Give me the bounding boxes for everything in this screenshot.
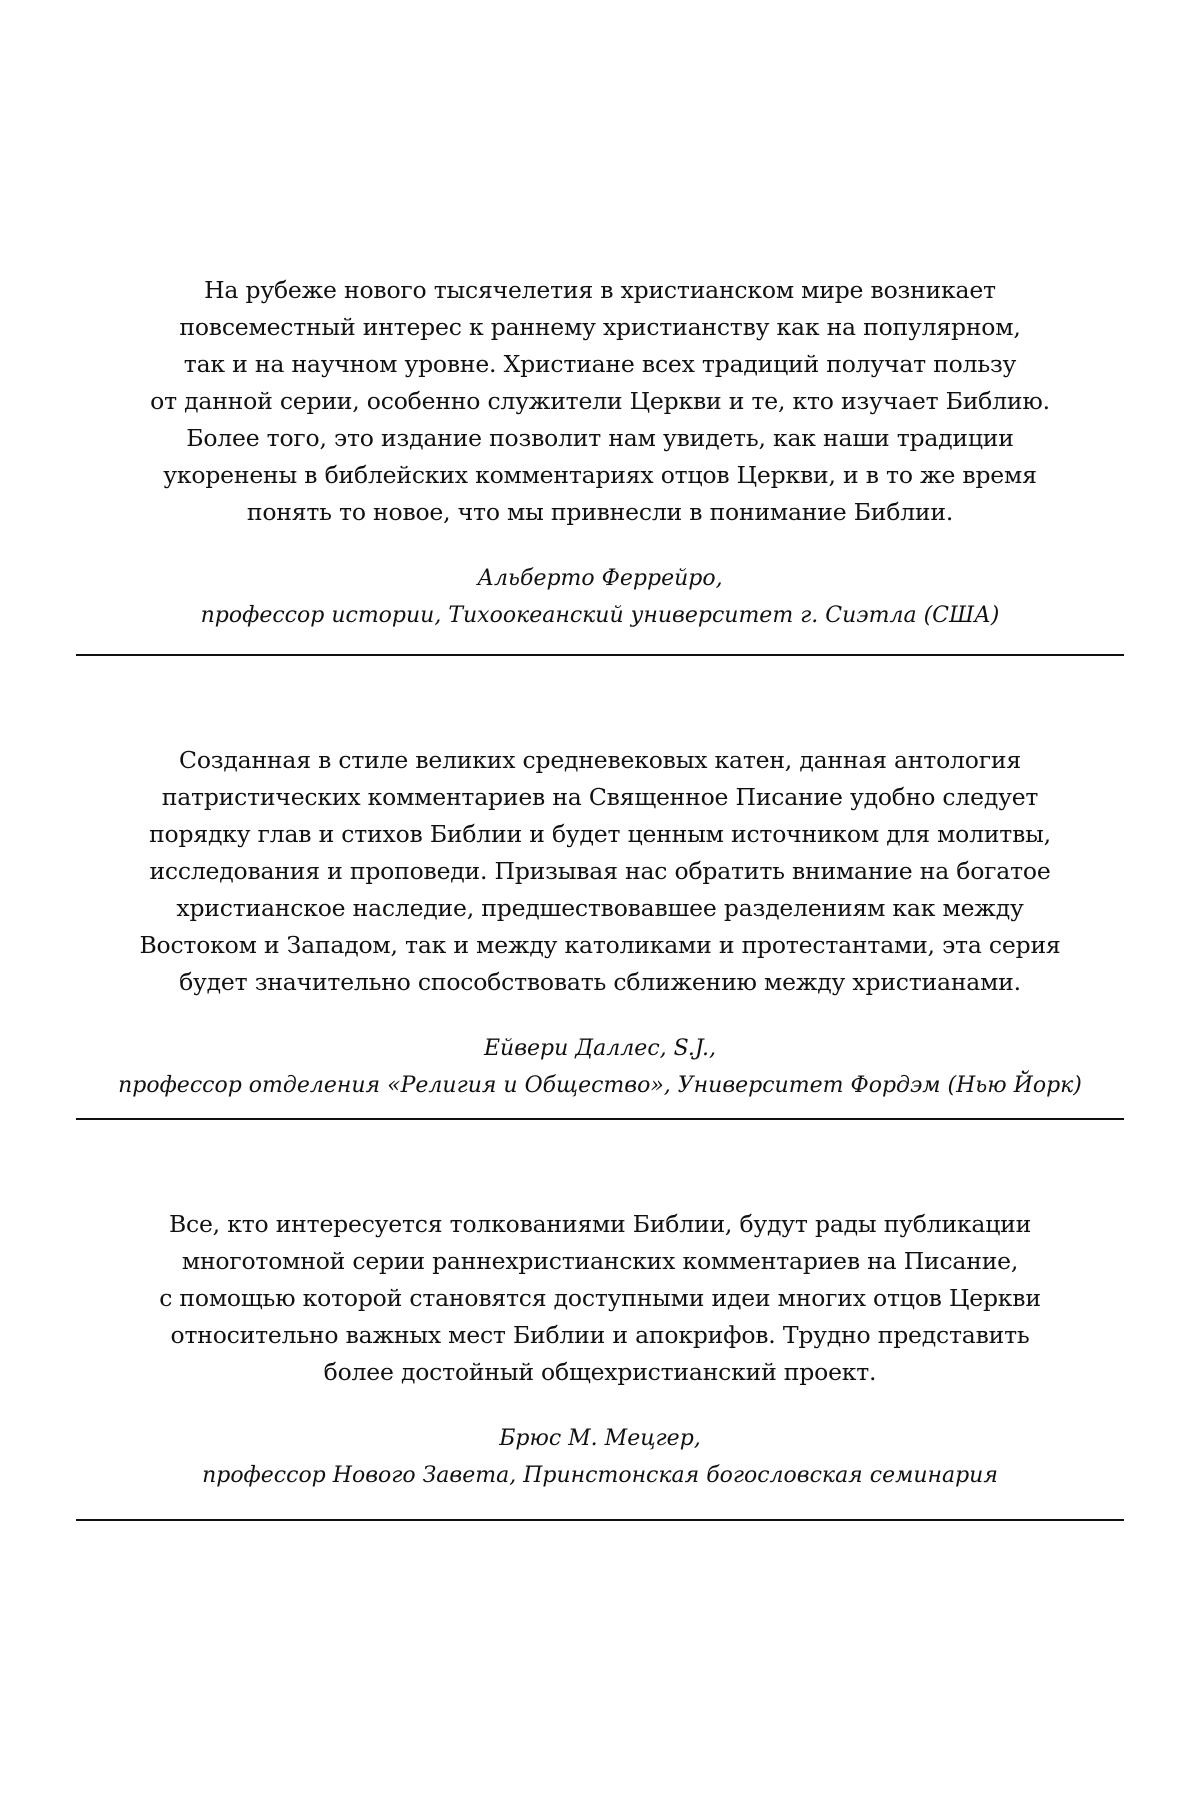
quote-line: укоренены в библейских комментариях отцов Церкви, и в то же время [163, 461, 1037, 489]
author-title: профессор отделения «Религия и Общество», Университет Фордэм (Нью Йорк) [118, 1073, 1082, 1098]
quote-line: более достойный общехристианский проект. [323, 1358, 877, 1386]
endorsement-quote [76, 1206, 1124, 1391]
quote-line: Все, кто интересуется толкованиями Библии, будут рады публикации [168, 1210, 1032, 1238]
endorsement-quote [76, 272, 1124, 531]
divider [76, 1519, 1124, 1521]
author-title: профессор истории, Тихоокеанский университет г. Сиэтла (США) [200, 603, 1000, 628]
quote-line: будет значительно способствовать сближению между христианами. [179, 968, 1021, 996]
quote-line: повсеместный интерес к раннему христианству как на популярном, [179, 313, 1021, 341]
quote-line: Более того, это издание позволит нам увидеть, как наши традиции [186, 424, 1014, 452]
quote-line: христианское наследие, предшествовавшее разделениям как между [176, 894, 1024, 922]
quote-line: так и на научном уровне. Христиане всех традиций получат пользу [183, 350, 1017, 378]
quote-line: исследования и проповеди. Призывая нас обратить внимание на богатое [149, 857, 1051, 885]
quote-line: порядку глав и стихов Библии и будет ценным источником для молитвы, [149, 820, 1051, 848]
quote-line: относительно важных мест Библии и апокрифов. Трудно представить [170, 1321, 1030, 1349]
quote-line: Созданная в стиле великих средневековых катен, данная антология [179, 746, 1021, 774]
endorsement-attribution [76, 1420, 1124, 1494]
author-title: профессор Нового Завета, Принстонская богословская семинария [202, 1463, 998, 1488]
endorsement-attribution [76, 1030, 1124, 1104]
endorsement-ferreiro [76, 272, 1124, 634]
author-name: Альберто Феррейро, [477, 566, 723, 591]
author-name: Ейвери Даллес, S.J., [483, 1036, 717, 1061]
quote-line: Востоком и Западом, так и между католиками и протестантами, эта серия [139, 931, 1061, 959]
quote-line: от данной серии, особенно служители Церкви и те, кто изучает Библию. [150, 387, 1050, 415]
divider [76, 1118, 1124, 1120]
endorsement-dulles [76, 742, 1124, 1104]
quote-line: понять то новое, что мы привнесли в понимание Библии. [246, 498, 954, 526]
endorsement-attribution [76, 560, 1124, 634]
author-name: Брюс М. Мецгер, [499, 1426, 701, 1451]
endorsement-quote [76, 742, 1124, 1001]
endorsement-metzger [76, 1206, 1124, 1494]
quote-line: многотомной серии раннехристианских комментариев на Писание, [181, 1247, 1019, 1275]
divider [76, 654, 1124, 656]
quote-line: патристических комментариев на Священное Писание удобно следует [161, 783, 1039, 811]
quote-line: На рубеже нового тысячелетия в христианском мире возникает [204, 276, 996, 304]
quote-line: с помощью которой становятся доступными идеи многих отцов Церкви [159, 1284, 1041, 1312]
